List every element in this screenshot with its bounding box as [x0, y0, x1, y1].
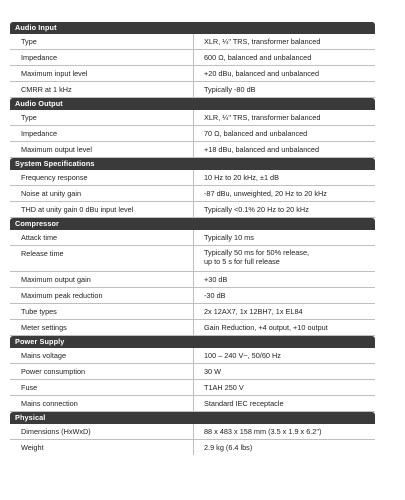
spec-label-cell	[10, 272, 193, 287]
spec-value-cell	[193, 170, 375, 185]
spec-label-cell	[10, 396, 193, 411]
spec-row	[10, 82, 375, 98]
section-header: System Specifications	[10, 158, 375, 170]
spec-row	[10, 34, 375, 50]
spec-value: Typically <0.1% 20 Hz to 20 kHz	[204, 205, 309, 214]
spec-label-cell	[10, 304, 193, 319]
spec-row	[10, 230, 375, 246]
spec-value: 2.9 kg (6.4 lbs)	[204, 443, 253, 452]
spec-label: Noise at unity gain	[21, 189, 82, 198]
spec-row	[10, 364, 375, 380]
spec-label: Weight	[21, 443, 44, 452]
spec-value-cell	[193, 440, 375, 455]
spec-label: Fuse	[21, 383, 38, 392]
spec-value: Typically 50 ms for 50% release, up to 5 s for full release	[204, 248, 310, 266]
spec-value: Typically -80 dB	[204, 85, 256, 94]
spec-value: -30 dB	[204, 291, 226, 300]
spec-label-cell	[10, 66, 193, 81]
spec-value-cell	[193, 380, 375, 395]
spec-label-cell	[10, 230, 193, 245]
spec-row	[10, 396, 375, 412]
spec-value-cell	[193, 246, 375, 271]
spec-value-cell	[193, 230, 375, 245]
spec-label-cell	[10, 348, 193, 363]
spec-label: Type	[21, 113, 37, 122]
spec-label-cell	[10, 424, 193, 439]
spec-label: CMRR at 1 kHz	[21, 85, 72, 94]
spec-value-cell	[193, 110, 375, 125]
spec-row	[10, 246, 375, 272]
spec-row	[10, 142, 375, 158]
spec-value-cell	[193, 82, 375, 97]
spec-row	[10, 424, 375, 440]
spec-label-cell	[10, 288, 193, 303]
spec-label: Mains voltage	[21, 351, 67, 360]
spec-row	[10, 186, 375, 202]
spec-row	[10, 320, 375, 336]
spec-value: 100 – 240 V~, 50/60 Hz	[204, 351, 281, 360]
spec-label: Mains connection	[21, 399, 78, 408]
spec-label: Type	[21, 37, 37, 46]
spec-value-cell	[193, 288, 375, 303]
spec-label: Maximum peak reduction	[21, 291, 103, 300]
spec-label-cell	[10, 34, 193, 49]
spec-label: THD at unity gain 0 dBu input level	[21, 205, 134, 214]
spec-row	[10, 126, 375, 142]
spec-row	[10, 288, 375, 304]
spec-value-cell	[193, 66, 375, 81]
spec-label: Maximum output level	[21, 145, 92, 154]
spec-label-cell	[10, 364, 193, 379]
spec-row	[10, 170, 375, 186]
spec-value: T1AH 250 V	[204, 383, 244, 392]
spec-value-cell	[193, 304, 375, 319]
spec-label-cell	[10, 142, 193, 157]
spec-row	[10, 50, 375, 66]
spec-value-cell	[193, 364, 375, 379]
spec-label-cell	[10, 440, 193, 455]
specifications-table	[10, 22, 375, 455]
spec-label-cell	[10, 82, 193, 97]
spec-value: Typically 10 ms	[204, 233, 254, 242]
spec-value-cell	[193, 202, 375, 217]
spec-value-cell	[193, 142, 375, 157]
spec-value: 88 x 483 x 158 mm (3.5 x 1.9 x 6.2")	[204, 427, 322, 436]
spec-value: 30 W	[204, 367, 222, 376]
section-header: Compressor	[10, 218, 375, 230]
spec-row	[10, 380, 375, 396]
spec-label-cell	[10, 186, 193, 201]
spec-label-cell	[10, 170, 193, 185]
spec-value: XLR, ¼" TRS, transformer balanced	[204, 113, 321, 122]
spec-label: Tube types	[21, 307, 57, 316]
spec-value: 600 Ω, balanced and unbalanced	[204, 53, 312, 62]
spec-value-cell	[193, 186, 375, 201]
spec-row	[10, 66, 375, 82]
spec-label: Maximum input level	[21, 69, 88, 78]
section-header: Power Supply	[10, 336, 375, 348]
spec-value: -87 dBu, unweighted, 20 Hz to 20 kHz	[204, 189, 327, 198]
spec-label: Release time	[21, 249, 64, 258]
section-header: Audio Output	[10, 98, 375, 110]
spec-value: Standard IEC receptacle	[204, 399, 284, 408]
spec-label: Impedance	[21, 53, 58, 62]
spec-row	[10, 110, 375, 126]
spec-value-cell	[193, 320, 375, 335]
spec-label: Maximum output gain	[21, 275, 91, 284]
spec-value-cell	[193, 424, 375, 439]
spec-row	[10, 202, 375, 218]
spec-value: XLR, ¼" TRS, transformer balanced	[204, 37, 321, 46]
spec-label-cell	[10, 380, 193, 395]
spec-value: 2x 12AX7, 1x 12BH7, 1x EL84	[204, 307, 303, 316]
spec-value-cell	[193, 272, 375, 287]
spec-value: Gain Reduction, +4 output, +10 output	[204, 323, 328, 332]
spec-row	[10, 272, 375, 288]
spec-value: +30 dB	[204, 275, 228, 284]
spec-label-cell	[10, 320, 193, 335]
spec-label-cell	[10, 50, 193, 65]
spec-label-cell	[10, 202, 193, 217]
spec-value-cell	[193, 34, 375, 49]
spec-value-cell	[193, 126, 375, 141]
spec-label: Attack time	[21, 233, 58, 242]
spec-value-cell	[193, 348, 375, 363]
spec-label: Dimensions (HxWxD)	[21, 427, 91, 436]
spec-label: Meter settings	[21, 323, 67, 332]
spec-row	[10, 348, 375, 364]
section-header: Physical	[10, 412, 375, 424]
spec-value-cell	[193, 396, 375, 411]
spec-label: Impedance	[21, 129, 58, 138]
spec-value: +20 dBu, balanced and unbalanced	[204, 69, 320, 78]
spec-label: Frequency response	[21, 173, 88, 182]
spec-label-cell	[10, 110, 193, 125]
section-header: Audio Input	[10, 22, 375, 34]
spec-value: 70 Ω, balanced and unbalanced	[204, 129, 308, 138]
spec-label-cell	[10, 246, 193, 271]
spec-value: +18 dBu, balanced and unbalanced	[204, 145, 320, 154]
spec-row	[10, 440, 375, 455]
spec-label: Power consumption	[21, 367, 86, 376]
spec-label-cell	[10, 126, 193, 141]
spec-value-cell	[193, 50, 375, 65]
spec-value: 10 Hz to 20 kHz, ±1 dB	[204, 173, 279, 182]
spec-row	[10, 304, 375, 320]
